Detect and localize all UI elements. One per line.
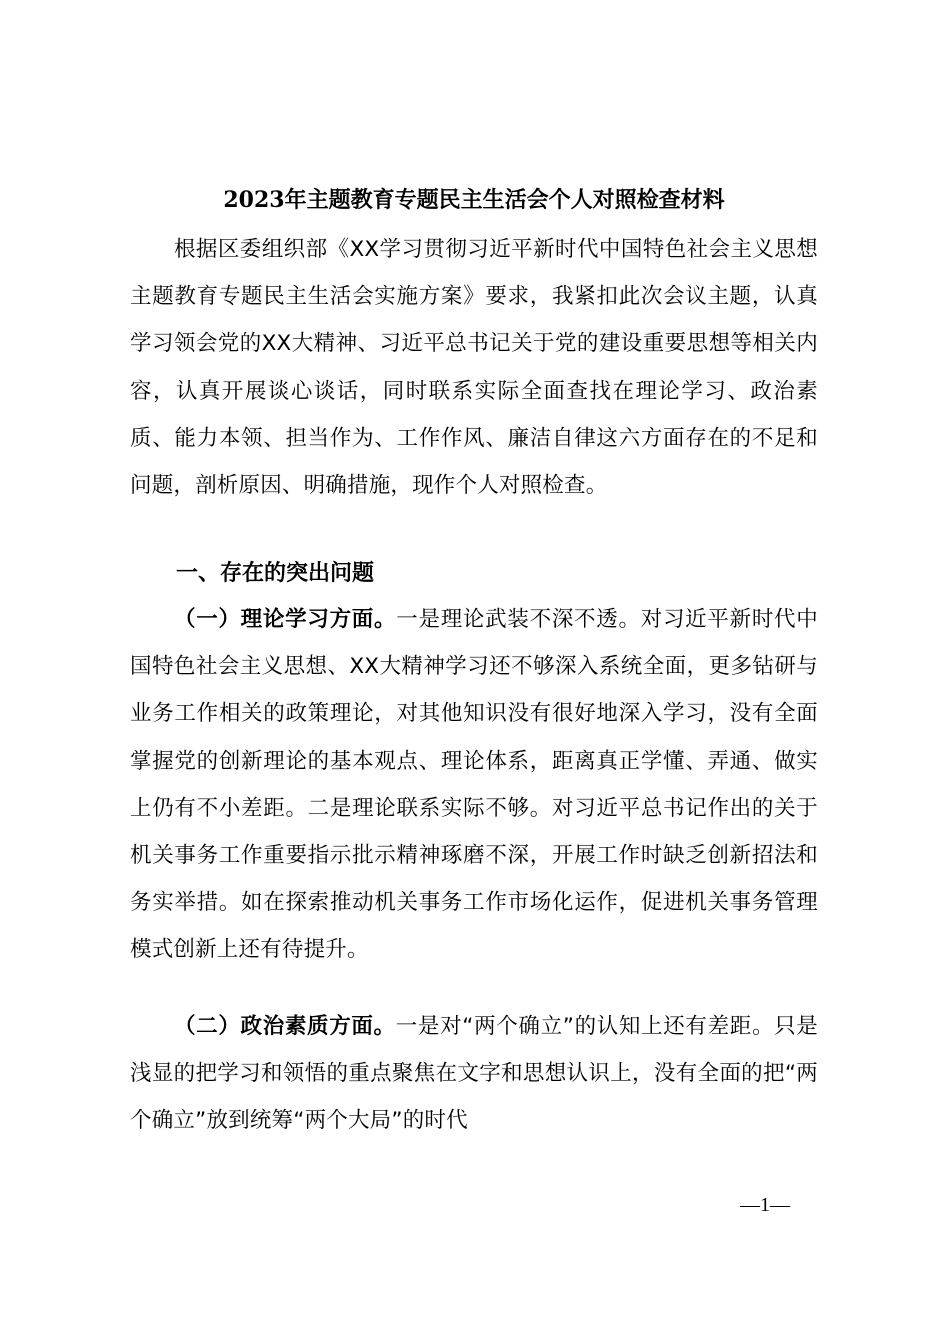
paragraph-lead: （一）理论学习方面。 (174, 607, 397, 632)
paragraph-theory-study (130, 596, 818, 974)
section-heading: 一、存在的突出问题 (176, 561, 375, 586)
document-title: 2023年主题教育专题民主生活会个人对照检查材料 (223, 187, 725, 213)
paragraph-lead: （二）政治素质方面。 (174, 1014, 396, 1039)
intro-paragraph: 根据区委组织部《XX学习贯彻习近平新时代中国特色社会主义思想主题教育专题民主生活会实施方案》要求，我紧扣此次会议主题，认真学习领会党的XX大精神、习近平总书记关于党的建设重要思想等相关内容，认真开展谈心谈话，同时联系实际全面查找在理论学习、政治素质、能力本领、担当作为、工作作风、廉洁自律这六方面存在的不足和问题，剖析原因、明确措施，现作个人对照检查。 (130, 237, 818, 499)
paragraph-body: 一是理论武装不深不透。对习近平新时代中国特色社会主义思想、XX大精神学习还不够深入系统全面，更多钻研与业务工作相关的政策理论，对其他知识没有很好地深入学习，没有全面掌握党的创新理论的基本观点、理论体系，距离真正学懂、弄通、做实上仍有不小差距。二是理论联系实际不够。对习近平总书记作出的关于机关事务工作重要指示批示精神琢磨不深，开展工作时缺乏创新招法和务实举措。如在探索推动机关事务工作市场化运作，促进机关事务管理模式创新上还有待提升。 (130, 607, 818, 963)
page-number: —1— (740, 1194, 790, 1216)
paragraph-political-quality (130, 1003, 818, 1145)
paragraph-body: 一是对“两个确立”的认知上还有差距。只是浅显的把学习和领悟的重点聚焦在文字和思想认识上，没有全面的把“两个确立”放到统筹“两个大局”的时代 (130, 1014, 818, 1134)
